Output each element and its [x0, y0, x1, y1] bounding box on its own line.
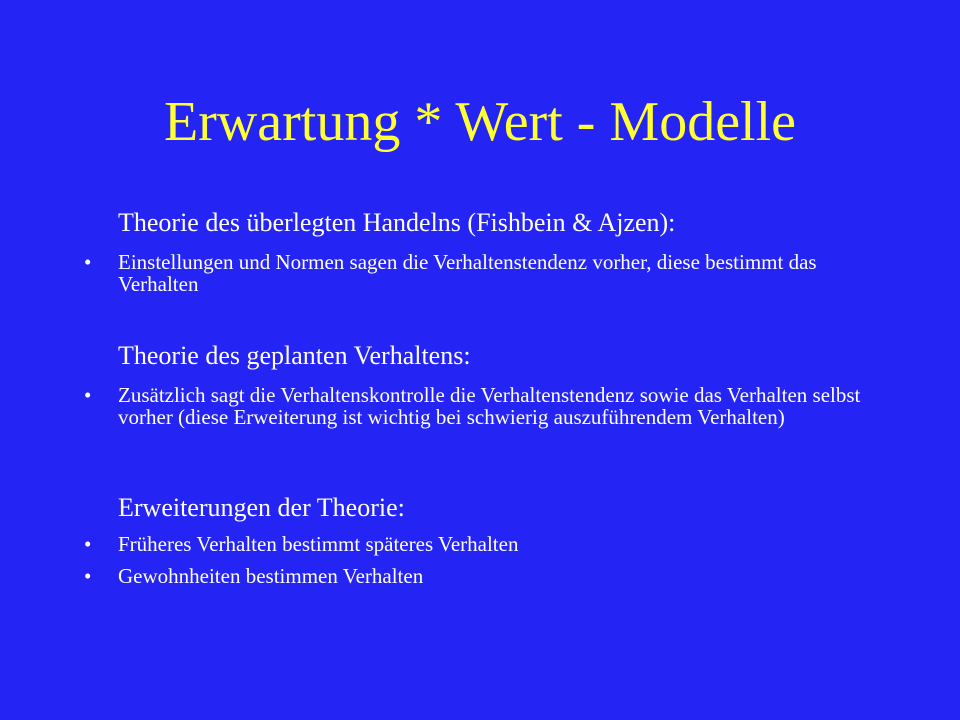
bullet-icon: • — [84, 564, 92, 588]
bullet-text: Früheres Verhalten bestimmt späteres Verhalten — [118, 532, 519, 556]
slide-title: Erwartung * Wert - Modelle — [163, 91, 797, 153]
bullet-icon: • — [84, 532, 92, 556]
section-heading-planned-behavior: Theorie des geplanten Verhaltens: — [118, 341, 471, 370]
bullet-text: Zusätzlich sagt die Verhaltenskontrolle die Verhaltenstendenz sowie das Verhalten selbst vorher (diese Erweiterung ist wichtig bei schwierig auszuführendem Verhalten) — [118, 383, 861, 429]
bullet-text: Gewohnheiten bestimmen Verhalten — [118, 564, 424, 588]
bullet-text: Einstellungen und Normen sagen die Verhaltenstendenz vorher, diese bestimmt das Verhalten — [118, 250, 817, 296]
bullet-icon: • — [84, 250, 92, 274]
section-heading-reasoned-action: Theorie des überlegten Handelns (Fishbein & Ajzen): — [118, 208, 676, 237]
section-heading-extensions: Erweiterungen der Theorie: — [118, 493, 405, 522]
bullet-icon: • — [84, 383, 92, 407]
